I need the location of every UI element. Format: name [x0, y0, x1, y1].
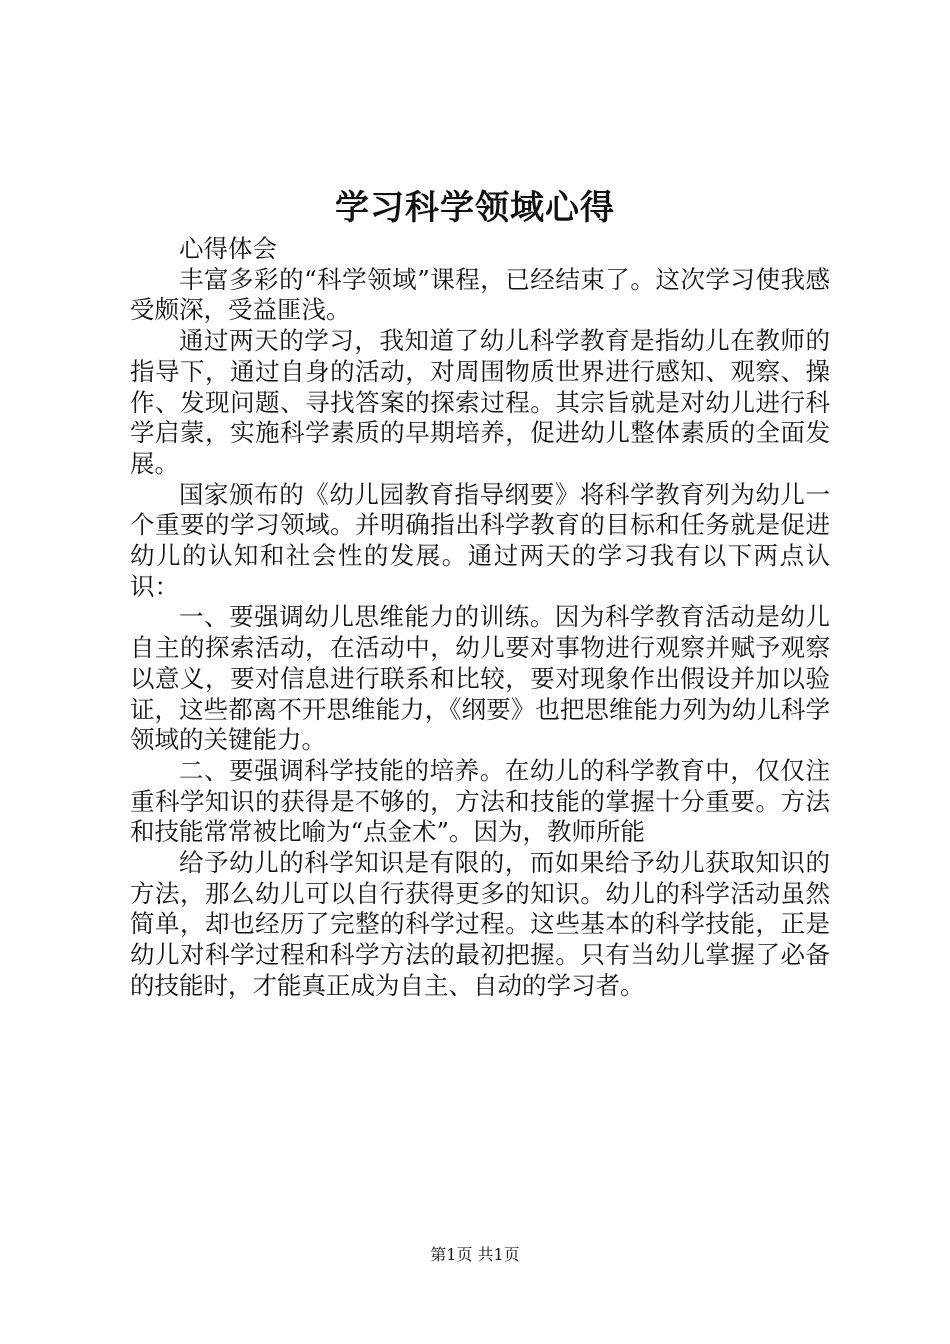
- paragraph: 给予幼儿的科学知识是有限的，而如果给予幼儿获取知识的方法，那么幼儿可以自行获得更多的知识。幼儿的科学活动虽然简单，却也经历了完整的科学过程。这些基本的科学技能，正是幼儿对科学过程和科学方法的最初把握。只有当幼儿掌握了必备的技能时，才能真正成为自主、自动的学习者。: [130, 848, 830, 1000]
- document-body: [130, 234, 830, 1002]
- paragraph: 二、要强调科学技能的培养。在幼儿的科学教育中，仅仅注重科学知识的获得是不够的，方法和技能的掌握十分重要。方法和技能常常被比喻为“点金术”。因为，教师所能: [130, 755, 830, 847]
- paragraph: 通过两天的学习，我知道了幼儿科学教育是指幼儿在教师的指导下，通过自身的活动，对周围物质世界进行感知、观察、操作、发现问题、寻找答案的探索过程。其宗旨就是对幼儿进行科学启蒙，实施科学素质的早期培养，促进幼儿整体素质的全面发展。: [130, 326, 830, 478]
- paragraph-heading: 心得体会: [179, 234, 277, 263]
- paragraph: 丰富多彩的“科学领域”课程，已经结束了。这次学习使我感受颇深，受益匪浅。: [130, 264, 830, 325]
- document-title: 学习科学领域心得: [335, 188, 615, 228]
- paragraph: 一、要强调幼儿思维能力的训练。因为科学教育活动是幼儿自主的探索活动，在活动中，幼儿要对事物进行观察并赋予观察以意义，要对信息进行联系和比较，要对现象作出假设并加以验证，这些都离不开思维能力，《纲要》也把思维能力列为幼儿科学领域的关键能力。: [130, 602, 830, 755]
- paragraph: 国家颁布的《幼儿园教育指导纲要》将科学教育列为幼儿一个重要的学习领域。并明确指出科学教育的目标和任务就是促进幼儿的认知和社会性的发展。通过两天的学习我有以下两点认识：: [130, 479, 830, 601]
- page-footer: 第1页 共1页: [430, 1245, 520, 1264]
